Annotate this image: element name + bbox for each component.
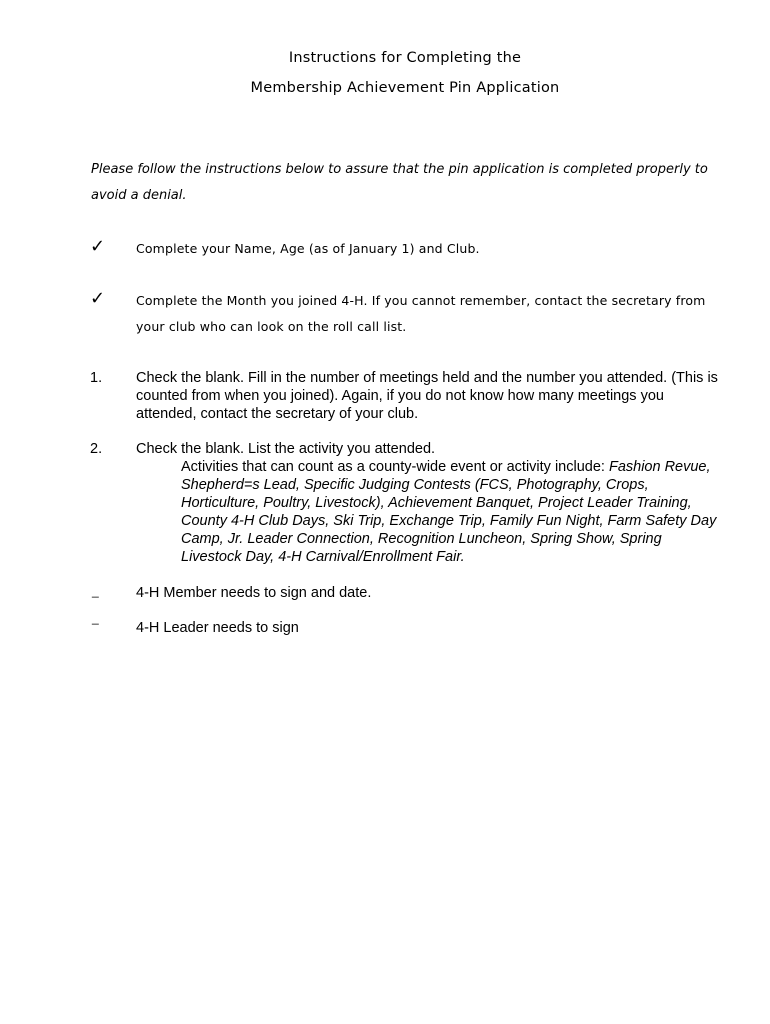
instruction-month-joined: Complete the Month you joined 4-H. If you cannot remember, contact the secretary from your club who can look on the roll call list. bbox=[136, 293, 706, 334]
activity-list-intro: Activities that can count as a county-wide event or activity include: bbox=[181, 459, 609, 475]
instruction-meetings: Check the blank. Fill in the number of meetings held and the number you attended. (This is counted from when you joined). Again, if you do not know how many meetings you attended, contact the secretary of your club. bbox=[136, 370, 718, 422]
item-number-1: 1. bbox=[90, 370, 103, 386]
instruction-name-age-club: Complete your Name, Age (as of January 1) and Club. bbox=[136, 241, 480, 256]
intro-paragraph: Please follow the instructions below to assure that the pin application is completed properly to avoid a denial. bbox=[91, 162, 708, 203]
document-title-line-1: Instructions for Completing the bbox=[288, 50, 522, 66]
item-number-2: 2. bbox=[90, 441, 103, 457]
checkmark-icon: ✓ bbox=[90, 236, 106, 257]
document-title-line-2: Membership Achievement Pin Application bbox=[250, 80, 560, 96]
activity-list-events: Fashion Revue, Shepherd=s Lead, Specific Judging Contests (FCS, Photography, Crops, Horticulture, Poultry, Livestock), Achievement Banquet, Project Leader Training, County 4-H Club Days, Ski Trip, Exchange Trip, Family Fun Night, Farm Safety Day Camp, Jr. Leader Connection, Recognition Luncheon, Spring Show, Spring Livestock Day, 4-H Carnival/Enrollment Fair. bbox=[181, 459, 717, 565]
blank-marker: _ bbox=[92, 611, 99, 625]
instruction-leader-sign: 4-H Leader needs to sign bbox=[136, 620, 299, 636]
instruction-activity: Check the blank. List the activity you attended. bbox=[136, 441, 436, 457]
blank-marker: _ bbox=[92, 584, 99, 598]
instruction-member-sign: 4-H Member needs to sign and date. bbox=[136, 585, 372, 601]
activity-list bbox=[181, 458, 721, 566]
checkmark-icon: ✓ bbox=[90, 288, 106, 309]
